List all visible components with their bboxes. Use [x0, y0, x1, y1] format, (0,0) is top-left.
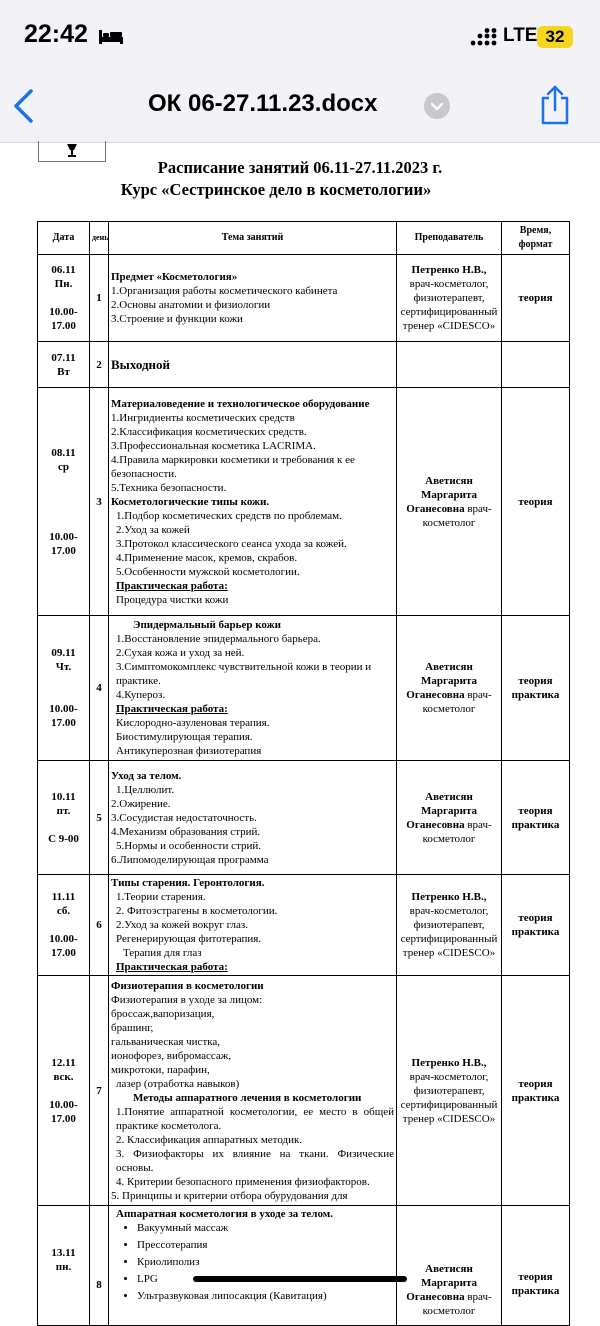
row-date-cell — [38, 388, 90, 616]
row-time: 10.00-17.00 — [49, 1098, 78, 1125]
topic-item: 5.Особенности мужской косметологии. — [116, 565, 300, 578]
row-date: 10.11 — [51, 790, 76, 803]
row-time: 10.00-17.00 — [49, 306, 78, 332]
topic-subheading: Косметологические типы кожи. — [111, 495, 270, 508]
document-viewer[interactable] — [0, 143, 600, 1317]
topic-item: Терапия для глаз — [123, 947, 202, 959]
topic-heading: Физиотерапия в косметологии — [111, 979, 264, 992]
topic-item: • Криолиполиз — [137, 1255, 394, 1269]
schedule-title: Расписание занятий 06.11-27.11.2023 г. — [157, 158, 443, 177]
row-weekday: пт. — [56, 804, 71, 817]
table-row — [38, 388, 570, 616]
table-row — [38, 616, 570, 761]
teacher-name: Петренко Н.В., — [411, 1056, 487, 1069]
topic-item: микротоки, парафин, — [111, 1063, 210, 1076]
row-topic — [109, 1206, 397, 1326]
row-date: 11.11 — [51, 891, 76, 903]
row-topic — [109, 255, 397, 342]
practical-heading: Практическая работа: — [116, 579, 228, 592]
topic-item: 4.Механизм образования стрий. — [111, 825, 261, 838]
table-row — [38, 761, 570, 875]
row-topic — [109, 761, 397, 875]
topic-item: 1.Теории старения. — [116, 891, 206, 903]
topic-item: • Вакуумный массаж — [137, 1221, 394, 1235]
topic-item: 2.Основы анатомии и физиологии — [111, 299, 271, 311]
topic-item: 1.Восстановление эпидермального барьера. — [116, 633, 321, 645]
table-row — [38, 875, 570, 976]
row-date-cell — [38, 976, 90, 1206]
teacher-role: врач-косметолог, физиотерапевт, сертифицированный тренер «CIDESCO» — [400, 1070, 498, 1125]
teacher-name: Аветисян Маргарита Оганесовна — [406, 790, 477, 831]
row-format: теория практика — [502, 976, 570, 1206]
teacher-role: врач-косметолог — [422, 818, 492, 845]
table-row — [38, 342, 570, 388]
topic-item: 3.Профессиональная косметика LACRIMA. — [111, 439, 316, 452]
row-day-number: 1 — [90, 255, 109, 342]
row-day-number: 7 — [90, 976, 109, 1206]
row-teacher — [397, 1206, 502, 1326]
topic-item: 2. Классификация аппаратных методик. — [116, 1133, 303, 1146]
practical-item: Процедура чистки кожи — [116, 593, 229, 606]
row-format: теория — [502, 255, 570, 342]
row-teacher — [397, 875, 502, 976]
topic-item: 4.Купероз. — [116, 689, 166, 701]
teacher-name: Аветисян Маргарита Оганесовна — [406, 661, 477, 701]
row-format: теория практика — [502, 616, 570, 761]
row-weekday: сб. — [56, 905, 71, 917]
table-row — [38, 1206, 570, 1326]
row-teacher — [397, 255, 502, 342]
topic-heading: Эпидермальный барьер кожи — [133, 619, 281, 631]
teacher-name: Петренко Н.В., — [411, 891, 487, 903]
teacher-role: врач-косметолог — [422, 689, 492, 715]
topic-item: 1.Понятие аппаратной косметологии, ее место в общей практике косметолога. — [116, 1105, 394, 1132]
row-format: теория практика — [502, 1206, 570, 1326]
teacher-name: Петренко Н.В., — [411, 264, 487, 276]
topic-item: 2.Уход за кожей — [116, 523, 190, 536]
practical-heading: Практическая работа: — [116, 703, 228, 715]
teacher-role: врач-косметолог — [422, 1291, 492, 1317]
topic-item: Физиотерапия в уходе за лицом: — [111, 993, 263, 1006]
topic-heading: Материаловедение и технологическое оборудование — [111, 397, 370, 410]
document-nav-bar — [0, 72, 600, 143]
topic-item: лазер (отработка навыков) — [116, 1077, 240, 1090]
row-time: С 9-00 — [48, 832, 79, 845]
row-day-number: 4 — [90, 616, 109, 761]
topic-item: 1.Ингридиенты косметических средств — [111, 411, 295, 424]
topic-heading: Предмет «Косметология» — [111, 271, 238, 283]
row-date: 07.11 — [51, 351, 76, 364]
practical-item: Биостимулирующая терапия. — [116, 731, 253, 743]
row-day-number: 2 — [90, 342, 109, 388]
row-date: 12.11 — [51, 1056, 76, 1069]
schedule-table — [37, 221, 570, 1326]
row-day-number: 6 — [90, 875, 109, 976]
topic-item: 6.Липомоделирующая программа — [111, 853, 269, 866]
teacher-role: врач-косметолог, физиотерапевт, сертифицированный тренер «CIDESCO» — [400, 278, 498, 332]
topic-item: 3.Сосудистая недостаточность. — [111, 811, 257, 824]
row-topic: Выходной — [109, 342, 397, 388]
header-time-format: Время, формат — [502, 222, 570, 255]
header-topic: Тема занятий — [109, 222, 397, 255]
topic-item: 2.Классификация косметических средств. — [111, 425, 307, 438]
topic-item: 3.Протокол классического сеанса ухода за кожей. — [116, 537, 347, 550]
row-teacher — [397, 976, 502, 1206]
row-format: теория практика — [502, 875, 570, 976]
topic-item: брашинг, — [111, 1021, 154, 1034]
topic-item: Регенерирующая фитотерапия. — [116, 933, 262, 945]
row-date-cell — [38, 342, 90, 388]
row-date-cell — [38, 875, 90, 976]
header-date: Дата — [38, 222, 90, 255]
sleep-focus-icon — [99, 28, 123, 44]
row-time: 10.00-17.00 — [49, 703, 78, 729]
row-day-number: 8 — [90, 1206, 109, 1326]
chevron-down-icon[interactable] — [424, 93, 450, 119]
row-date: 08.11 — [51, 446, 76, 459]
topic-heading: Аппаратная косметология в уходе за телом. — [116, 1208, 333, 1220]
row-format: теория — [502, 388, 570, 616]
row-weekday: пн. — [55, 1261, 72, 1273]
topic-item: • Прессотерапия — [137, 1238, 394, 1252]
row-teacher — [397, 616, 502, 761]
teacher-name: Аветисян Маргарита Оганесовна — [406, 474, 477, 515]
cellular-signal-icon — [470, 28, 496, 46]
topic-item: 1.Целлюлит. — [116, 783, 175, 796]
topic-bullet-list — [111, 1221, 394, 1303]
row-date-cell — [38, 255, 90, 342]
topic-item: 5. Принципы и критерии отбора обурудования для — [111, 1189, 348, 1202]
teacher-role: врач-косметолог — [422, 502, 492, 529]
topic-item: 4.Правила маркировки косметики и требования к ее безопасности. — [111, 453, 355, 480]
home-indicator[interactable] — [193, 1276, 407, 1282]
topic-item: 5.Нормы и особенности стрий. — [116, 839, 261, 852]
practical-item: Кислородно-азуленовая терапия. — [116, 717, 270, 729]
row-topic — [109, 388, 397, 616]
row-time: 10.00-17.00 — [49, 530, 78, 557]
status-time: 22:42 — [24, 20, 88, 48]
share-icon[interactable] — [537, 84, 573, 126]
network-type: LTE — [503, 25, 538, 46]
table-header-row — [38, 222, 570, 255]
document-title[interactable]: ОК 06-27.11.23.docx — [148, 90, 378, 117]
row-weekday: Вт — [57, 365, 70, 378]
row-format: теория практика — [502, 761, 570, 875]
row-weekday: ср — [58, 460, 69, 473]
topic-item: 3.Симптомокомплекс чувствительной кожи в теории и практике. — [116, 661, 372, 687]
teacher-name: Аветисян Маргарита Оганесовна — [406, 1263, 477, 1303]
topic-item: броссаж,вапоризация, — [111, 1007, 215, 1020]
topic-item: 4. Критерии безопасного применения физиофакторов. — [116, 1175, 370, 1188]
topic-heading: Уход за телом. — [111, 769, 182, 782]
topic-heading: Типы старения. Геронтология. — [111, 877, 265, 889]
row-day-number: 5 — [90, 761, 109, 875]
table-row — [38, 255, 570, 342]
row-teacher — [397, 388, 502, 616]
row-date: 13.11 — [51, 1247, 76, 1259]
topic-item: • Ультразвуковая липосакция (Кавитация) — [137, 1289, 394, 1303]
row-day-number: 3 — [90, 388, 109, 616]
row-time: 10.00-17.00 — [49, 933, 78, 959]
course-title: Курс «Сестринское дело в косметологии» — [120, 180, 432, 199]
topic-item: 1.Организация работы косметического кабинета — [111, 285, 338, 297]
row-topic — [109, 616, 397, 761]
row-date: 09.11 — [51, 647, 76, 659]
row-weekday: Чт. — [55, 661, 72, 673]
topic-item: • LPG — [137, 1272, 394, 1286]
row-format — [502, 342, 570, 388]
topic-item: 3.Строение и функции кожи — [111, 313, 243, 325]
battery-indicator: 32 — [537, 26, 573, 48]
row-date-cell — [38, 761, 90, 875]
topic-item: ионофорез, вибромассаж, — [111, 1049, 232, 1062]
topic-item: 4.Применение масок, кремов, скрабов. — [116, 551, 298, 564]
practical-item: Антикуперозная физиотерапия — [116, 745, 262, 757]
row-topic — [109, 976, 397, 1206]
row-teacher — [397, 342, 502, 388]
header-teacher: Преподаватель — [397, 222, 502, 255]
topic-item: 2.Уход за кожей вокруг глаз. — [116, 919, 249, 931]
status-bar — [0, 0, 600, 72]
teacher-role: врач-косметолог, физиотерапевт, сертифицированный тренер «CIDESCO» — [400, 905, 498, 959]
topic-item: 2.Ожирение. — [111, 797, 171, 810]
topic-item: 2.Сухая кожа и уход за ней. — [116, 647, 245, 659]
row-date: 06.11 — [51, 264, 76, 276]
back-chevron-icon[interactable] — [10, 88, 40, 124]
row-weekday: Пн. — [54, 278, 73, 290]
row-topic — [109, 875, 397, 976]
topic-item: 3. Физиофакторы их влияние на ткани. Физические основы. — [116, 1147, 394, 1174]
topic-subheading: Методы аппаратного лечения в косметологии — [133, 1091, 362, 1104]
row-teacher — [397, 761, 502, 875]
topic-item: гальваническая чистка, — [111, 1035, 221, 1048]
table-row — [38, 976, 570, 1206]
practical-heading: Практическая работа: — [116, 961, 228, 973]
topic-item: 2. Фитоэстрагены в косметологии. — [116, 905, 278, 917]
row-date-cell — [38, 1206, 90, 1326]
row-weekday: вск. — [53, 1070, 74, 1083]
row-date-cell — [38, 616, 90, 761]
topic-item: 5.Техника безопасности. — [111, 481, 227, 494]
header-day: день — [90, 222, 109, 255]
topic-item: 1.Подбор косметических средств по проблемам. — [116, 509, 342, 522]
